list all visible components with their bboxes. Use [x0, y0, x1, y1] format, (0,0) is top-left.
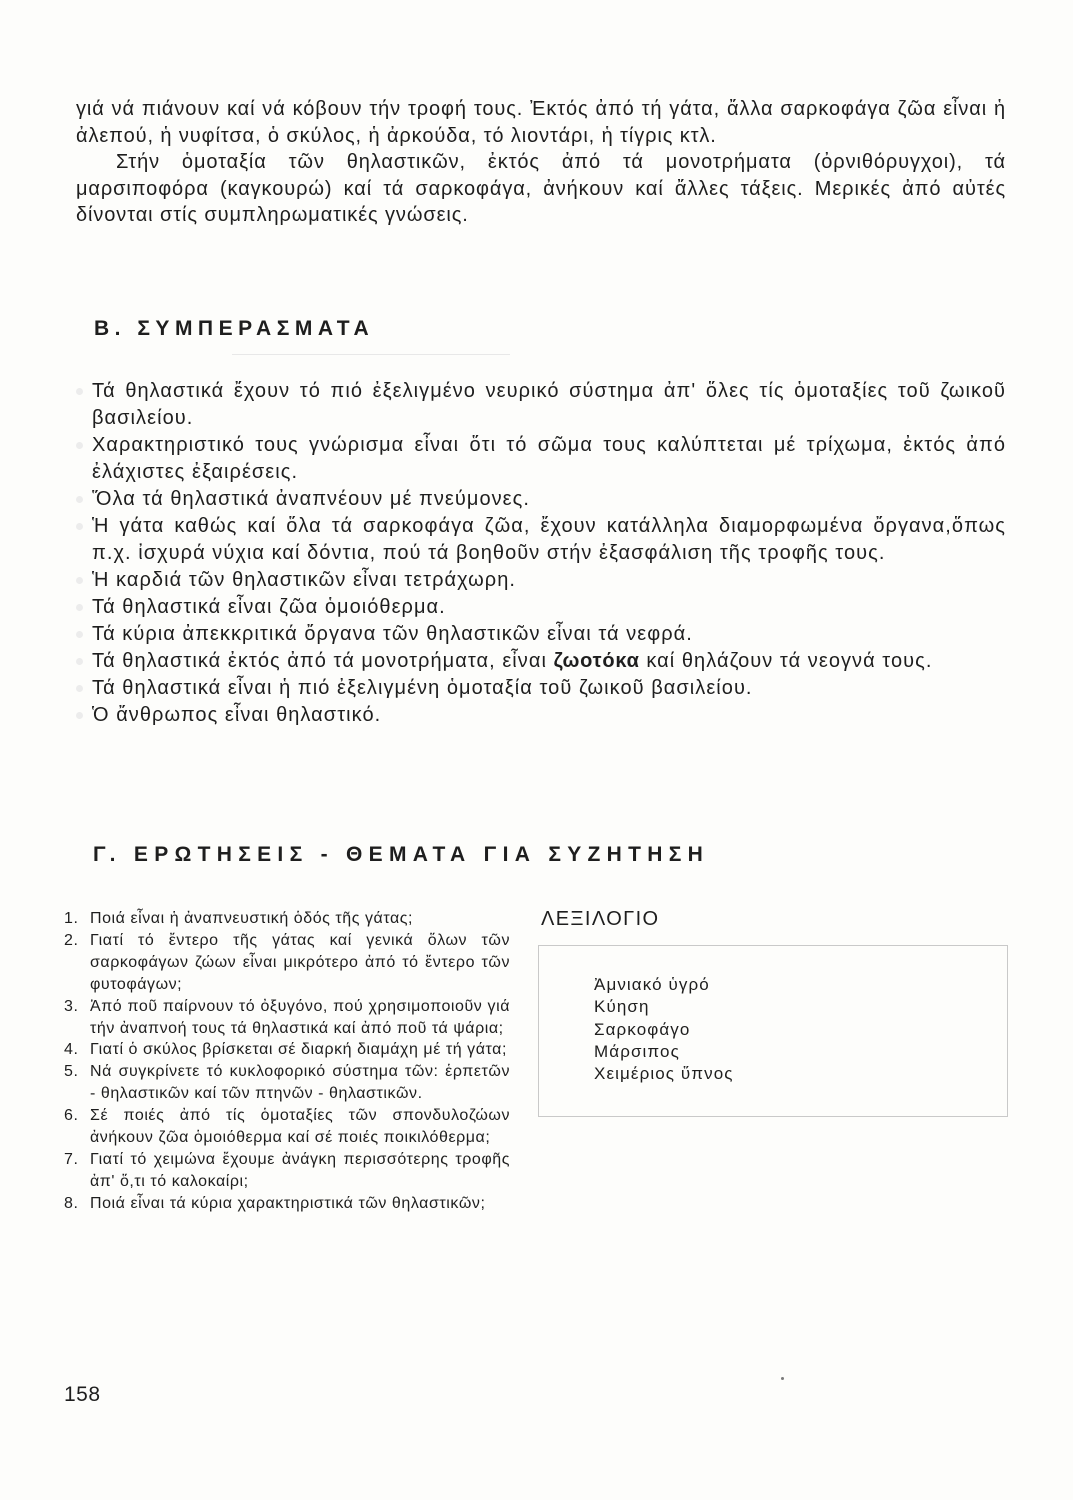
conclusion-item: Τά θηλαστικά ἐκτός ἀπό τά μονοτρήματα, εἶναι ζωοτόκα καί θηλάζουν τά νεογνά τους. [76, 648, 1006, 675]
vocabulary-title: ΛΕΞΙΛΟΓΙΟ [541, 908, 660, 930]
vocabulary-list [594, 974, 734, 1085]
page-number: 158 [64, 1383, 101, 1406]
vocabulary-term: Χειμέριος ὕπνος [594, 1064, 734, 1084]
question-item: 4. Γιατί ὁ σκύλος βρίσκεται σέ διαρκή διαμάχη μέ τή γάτα; [64, 1041, 507, 1059]
bullet-icon [76, 523, 83, 530]
question-item: 5. Νά συγκρίνετε τό κυκλοφορικό σύστημα τῶν: ἑρπετῶν - θηλαστικῶν καί τῶν πτηνῶν - θηλαστικῶν. [64, 1063, 510, 1103]
bold-term: ζωοτόκα [553, 650, 640, 672]
intro-paragraph: γιά νά πιάνουν καί νά κόβουν τήν τροφή τους. Ἐκτός ἀπό τή γάτα, ἄλλα σαρκοφάγα ζῶα εἶναι ἡ ἀλεπού, ἡ νυφίτσα, ὁ σκύλος, ἡ ἀρκούδα, τό λιοντάρι, ἡ τίγρις κτλ. [76, 98, 1006, 147]
question-item: 7. Γιατί τό χειμώνα ἔχουμε ἀνάγκη περισσότερης τροφῆς ἀπ' ὅ,τι τό καλοκαίρι; [64, 1150, 510, 1190]
bullet-icon [76, 577, 83, 584]
conclusion-item: Τά θηλαστικά εἶναι ἡ πιό ἐξελιγμένη ὁμοταξία τοῦ ζωικοῦ βασιλείου. [76, 675, 1006, 702]
bullet-icon [76, 604, 83, 611]
intro-text [76, 96, 1006, 229]
bullet-icon [76, 442, 83, 449]
conclusion-item: Τά θηλαστικά εἶναι ζῶα ὁμοιόθερμα. [76, 594, 1006, 621]
vocabulary-term: Κύηση [594, 997, 650, 1017]
bullet-icon [76, 388, 83, 395]
conclusion-item: Χαρακτηριστικό τους γνώρισμα εἶναι ὅτι τό σῶμα τους καλύπτεται μέ τρίχωμα, ἐκτός ἀπό ἐλάχιστες ἐξαιρέσεις. [76, 432, 1006, 486]
question-item: 6. Σέ ποιές ἀπό τίς ὁμοταξίες τῶν σπονδυλοζώων ἀνήκουν ζῶα ὁμοιόθερμα καί σέ ποιές ποικιλόθερμα; [64, 1107, 510, 1147]
section-g-heading: Γ. ΕΡΩΤΗΣΕΙΣ - ΘΕΜΑΤΑ ΓΙΑ ΣΥΖΗΤΗΣΗ [93, 843, 710, 866]
print-speck [781, 1377, 784, 1380]
bullet-icon [76, 631, 83, 638]
bullet-icon [76, 685, 83, 692]
conclusion-item: Ὅλα τά θηλαστικά ἀναπνέουν μέ πνεύμονες. [76, 486, 1006, 513]
heading-underline [232, 354, 510, 355]
conclusion-item: Τά θηλαστικά ἔχουν τό πιό ἐξελιγμένο νευρικό σύστημα ἀπ' ὅλες τίς ὁμοταξίες τοῦ ζωικοῦ βασιλείου. [76, 378, 1006, 432]
conclusion-item: Ὁ ἄνθρωπος εἶναι θηλαστικό. [76, 702, 1006, 729]
vocabulary-term: Ἀμνιακό ὑγρό [594, 975, 710, 994]
conclusion-item: Ἡ γάτα καθώς καί ὅλα τά σαρκοφάγα ζῶα, ἔχουν κατάλληλα διαμορφωμένα ὄργανα,ὅπως π.χ. ἰσχυρά νύχια καί δόντια, πού τά βοηθοῦν στήν ἐξασφάλιση τῆς τροφῆς τους. [76, 513, 1006, 567]
vocabulary-box [538, 945, 1008, 1117]
question-item: 2. Γιατί τό ἔντερο τῆς γάτας καί γενικά ὅλων τῶν σαρκοφάγων ζώων εἶναι μικρότερο ἀπό τό ἔντερο τῶν φυτοφάγων; [64, 931, 510, 993]
vocabulary-term: Σαρκοφάγο [594, 1019, 691, 1039]
conclusion-item: Τά κύρια ἀπεκκριτικά ὄργανα τῶν θηλαστικῶν εἶναι τά νεφρά. [76, 621, 1006, 648]
section-b-heading: Β. ΣΥΜΠΕΡΑΣΜΑΤΑ [94, 317, 375, 340]
conclusion-item: Ἡ καρδιά τῶν θηλαστικῶν εἶναι τετράχωρη. [76, 567, 1006, 594]
conclusions-list [76, 378, 1006, 729]
question-item: 8. Ποιά εἶναι τά κύρια χαρακτηριστικά τῶν θηλαστικῶν; [64, 1194, 486, 1212]
bullet-icon [76, 712, 83, 719]
intro-paragraph: Στήν ὁμοταξία τῶν θηλαστικῶν, ἐκτός ἀπό τά μονοτρήματα (ὀρνιθόρυγχοι), τά μαρσιποφόρα (καγκουρώ) καί τά σαρκοφάγα, ἀνήκουν καί ἄλλες τάξεις. Μερικές ἀπό αὐτές δίνονται στίς συμπληρωματικές γνώσεις. [76, 151, 1006, 226]
question-item: 1. Ποιά εἶναι ἡ ἀναπνευστική ὁδός τῆς γάτας; [64, 910, 414, 927]
question-item: 3. Ἀπό ποῦ παίρνουν τό ὀξυγόνο, πού χρησιμοποιοῦν γιά τήν ἀναπνοή τους τά θηλαστικά καί ἀπό ποῦ τά ψάρια; [64, 997, 510, 1037]
questions-list [64, 908, 510, 1215]
bullet-icon [76, 496, 83, 503]
vocabulary-term: Μάρσιπος [594, 1041, 680, 1061]
bullet-icon [76, 658, 83, 665]
